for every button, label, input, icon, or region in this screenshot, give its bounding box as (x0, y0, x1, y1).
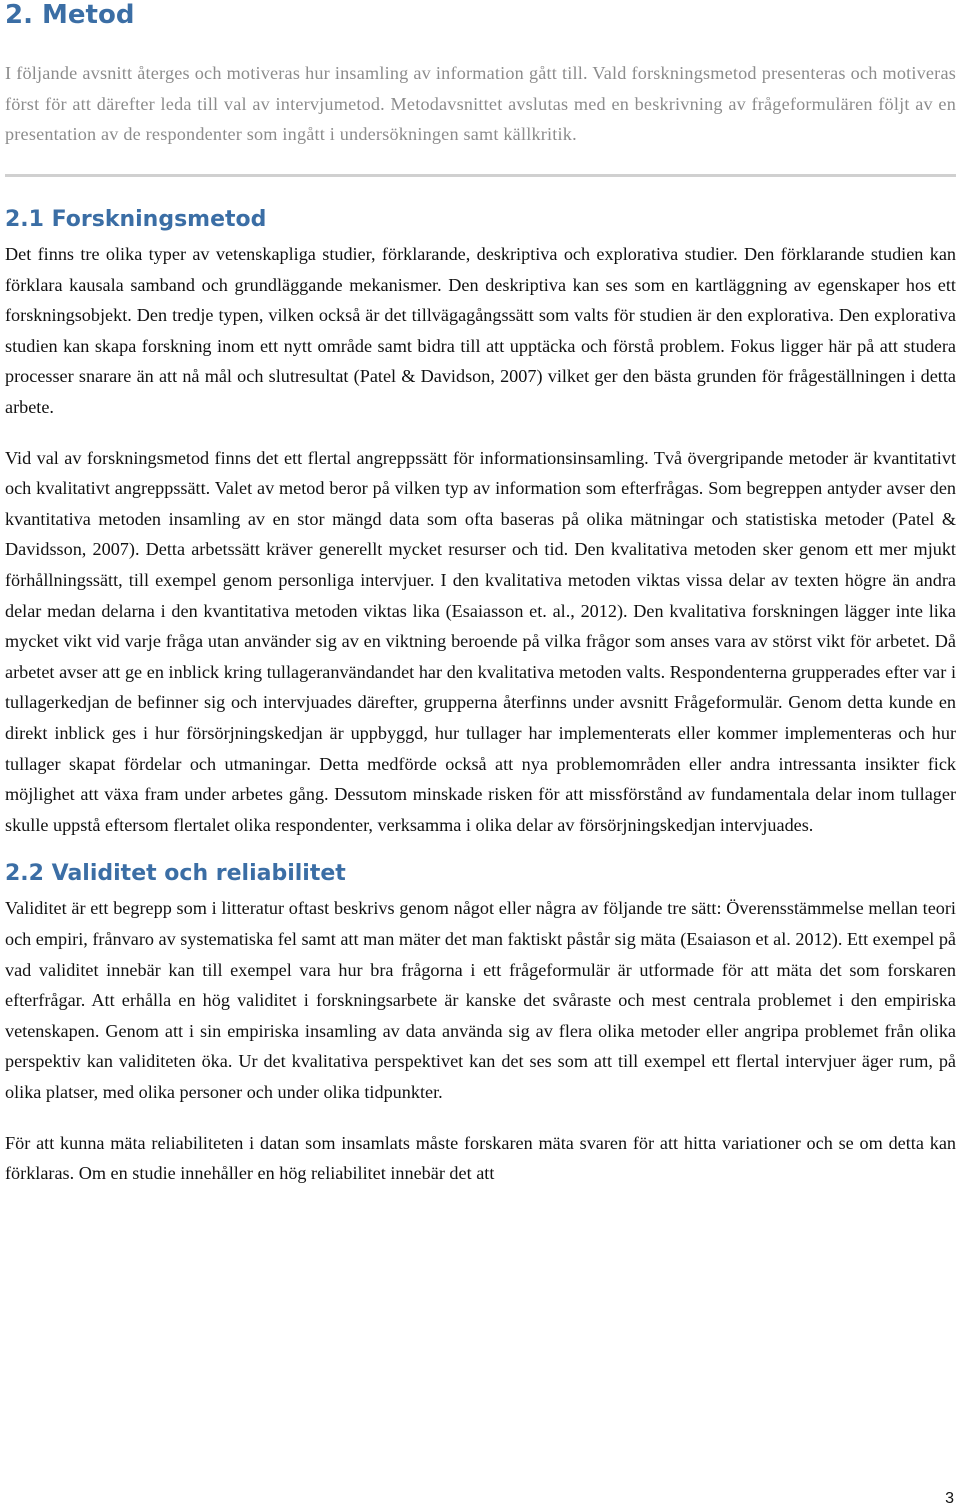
paragraph: Det finns tre olika typer av vetenskapliga studier, förklarande, deskriptiva och explorativa studier. Den förklarande studien kan förklara kausala samband och grundläggande mekanismer. Den deskriptiva kan ses som en kartläggning av egenskaper hos ett forskningsobjekt. Den tredje typen, vilken också är det tillvägagångssätt som valts för studien är den explorativa. Den explorativa studien kan skapa forskning inom ett nytt område samt bidra till att upptäcka och förstå problem. Fokus ligger här på att studera processer snarare än att nå mål och slutresultat (Patel & Davidson, 2007) vilket ger den bästa grunden för frågeställningen i detta arbete. (5, 244, 956, 418)
section-heading: 2.1 Forskningsmetod (5, 207, 267, 233)
section-forskningsmetod (5, 206, 956, 840)
section-validitet-reliabilitet (5, 860, 956, 1188)
chapter-intro: I följande avsnitt återges och motiveras hur insamling av information gått till. Vald forskningsmetod presenteras och motiveras först för att därefter leda till val av intervjumetod. Metodavsnittet avslutas med en beskrivning av frågeformulären följt av en presentation av de respondenter som ingått i undersökningen samt källkritik. (5, 63, 956, 145)
chapter-title: 2. Metod (5, 0, 135, 30)
section-divider (5, 174, 956, 177)
document-page (5, 0, 956, 1189)
paragraph: Validitet är ett begrepp som i litteratur oftast beskrivs genom något eller några av följande tre sätt: Överensstämmelse mellan teori och empiri, frånvaro av systematiska fel samt att man mäter det man faktiskt påstår sig mäta (Esaiason et al. 2012). Ett exempel på vad validitet innebär kan till exempel vara hur bra frågorna i ett frågeformulär är utformade för att mäta det som forskaren efterfrågar. Att erhålla en hög validitet i forskningsarbete är kanske det svåraste och mest centrala problemet i den empiriska vetenskapen. Genom att i sin empiriska insamling av data använda sig av flera olika metoder eller angripa problemet från olika perspektiv kan validiteten öka. Ur det kvalitativa perspektivet kan det ses som att till exempel ett flertal intervjuer äger rum, på olika platser, med olika personer och under olika tidpunkter. (5, 898, 956, 1102)
paragraph: Vid val av forskningsmetod finns det ett flertal angreppssätt för informationsinsamling. Två övergripande metoder är kvantitativt och kvalitativt angreppssätt. Valet av metod beror på vilken typ av information som efterfrågas. Som begreppen antyder avser den kvantitativa metoden insamling av en stor mängd data som ofta baseras på olika mätningar och statistiska metoder (Patel & Davidsson, 2007). Detta arbetssätt kräver generellt mycket resurser och tid. Den kvalitativa metoden sker genom ett mer mjukt förhållningssätt, till exempel genom personliga intervjuer. I den kvalitativa metoden viktas vissa delar av texten högre än andra delar medan delarna i den kvantitativa metoden viktas lika (Esaiasson et. al., 2012). Den kvalitativa forskningen lägger inte lika mycket vikt vid varje fråga utan använder sig av en viktning beroende på vilka frågor som anses vara av störst vikt för arbetet. Då arbetet avser att ge en inblick kring tullageranvändandet har den kvalitativa metoden valts. Respondenterna grupperades efter var i tullagerkedjan de befinner sig och intervjuades därefter, grupperna återfinns under avsnitt Frågeformulär. Genom detta kunde en direkt inblick ges i hur försörjningskedjan är uppbyggd, hur tullager har implementerats eller kommer implementeras och hur tullager skapat fördelar och utmaningar. Detta medförde också att nya problemområden eller andra intressanta insikter fick möjlighet att växa fram under arbetes gång. Dessutom minskade risken för att missförstånd av fundamentala delar inom tullager skulle uppstå eftersom flertalet olika respondenter, verksamma i olika delar av försörjningskedjan intervjuades. (5, 447, 956, 835)
section-heading: 2.2 Validitet och reliabilitet (5, 861, 346, 887)
paragraph: För att kunna mäta reliabiliteten i datan som insamlats måste forskaren mäta svaren för att hitta variationer och se om detta kan förklaras. Om en studie innehåller en hög reliabilitet innebär det att (5, 1132, 956, 1184)
page-number: 3 (945, 1490, 954, 1507)
